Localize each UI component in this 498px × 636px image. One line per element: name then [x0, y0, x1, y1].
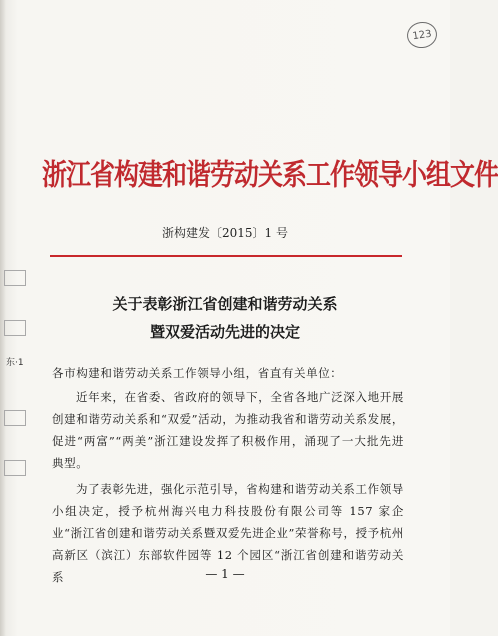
paragraph-1: 近年来，在省委、省政府的领导下，全省各地广泛深入地开展创建和谐劳动关系和“双爱”活动，为推动我省和谐劳动关系发展，促进“两富”“两美”浙江建设发挥了积极作用，涌现了一大批先进典型。 [52, 390, 404, 470]
red-header-rule [50, 255, 402, 257]
margin-scribble: 东·1 [6, 358, 24, 368]
document-body [52, 362, 404, 588]
document-number: 浙构建发〔2015〕1 号 [162, 226, 288, 240]
salutation: 各市构建和谐劳动关系工作领导小组，省直有关单位： [52, 366, 343, 380]
margin-mark [4, 410, 26, 426]
document-header-title: 浙江省构建和谐劳动关系工作领导小组文件 [42, 158, 498, 192]
page-number: — 1 — [205, 567, 245, 581]
subject-line-2: 暨双爱活动先进的决定 [149, 323, 300, 341]
subject-line-1: 关于表彰浙江省创建和谐劳动关系 [112, 295, 338, 313]
margin-mark [4, 460, 26, 476]
paragraph-2: 为了表彰先进，强化示范引导，省构建和谐劳动关系工作领导小组决定，授予杭州海兴电力科技股份有限公司等 157 家企业“浙江省创建和谐劳动关系暨双爱先进企业”荣誉称号，授予杭州高新区（滨江）东部软件园等 12 个园区“浙江省创建和谐劳动关系 [52, 482, 404, 584]
margin-mark [4, 270, 26, 286]
subject-heading [0, 290, 450, 346]
handwritten-page-number: 123 [405, 20, 438, 50]
